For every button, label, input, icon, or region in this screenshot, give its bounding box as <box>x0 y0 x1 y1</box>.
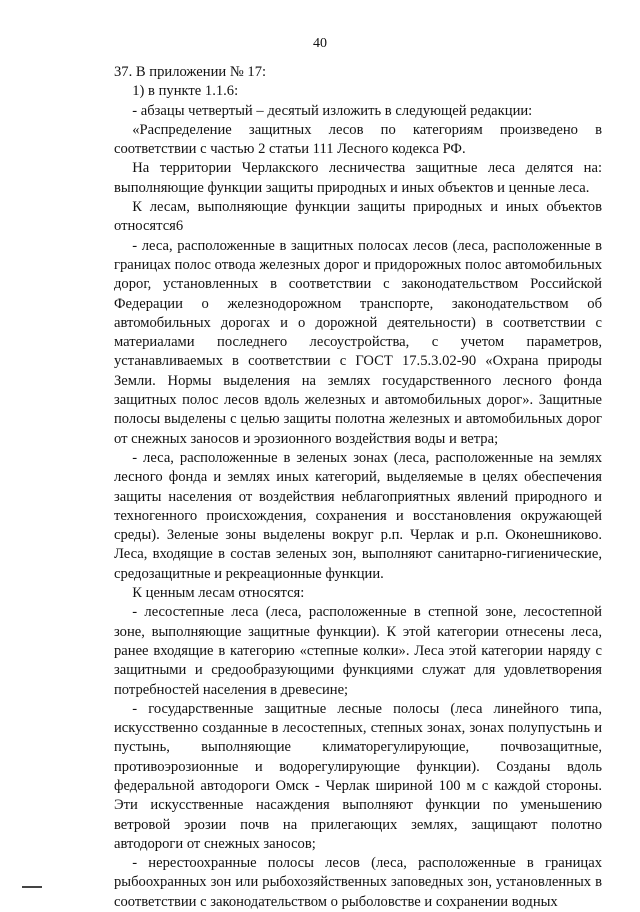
paragraph-forest-steppe: - лесостепные леса (леса, расположенные в степной зоне, лесостепной зоне, выполняющие защитные функции). К этой категории отнесены леса, ранее входящие в категорию «степные колки». Леса этой категории наряду с защитными и средообразующими функциями служат для удовлетворения потребностей населения в древесине; <box>114 604 602 698</box>
scan-mark <box>22 886 42 888</box>
paragraph-protective-forests: К лесам, выполняющие функции защиты природных и иных объектов относятся6 <box>114 199 602 235</box>
paragraph-distribution: «Распределение защитных лесов по категориям произведено в соответствии с частью 2 статьи 111 Лесного кодекса РФ. <box>114 121 602 158</box>
paragraph-subpoint: 1) в пункте 1.1.6: <box>132 83 239 100</box>
paragraph-territory: На территории Черлакского лесничества защитные леса делятся на: выполняющие функции защиты природных и иных объектов и ценные леса. <box>114 160 602 196</box>
paragraph-amendment-heading: 37. В приложении № 17: <box>114 64 267 80</box>
document-body <box>114 63 602 912</box>
paragraph-valuable-forests: К ценным лесам относятся: <box>132 585 305 602</box>
paragraph-instruction: - абзацы четвертый – десятый изложить в следующей редакции: <box>132 102 533 119</box>
paragraph-state-shelterbelts: - государственные защитные лесные полосы (леса линейного типа, искусственно созданные в лесостепных, степных зонах, зонах полупустынь и пустынь, выполняющие климаторегулирующие, почвозащитные, противоэрозионные и водорегулирующие функции). Созданы вдоль федеральной автодороги Омск - Черлак шириной 100 м с каждой стороны. Эти искусственные насаждения выполняют функции по уменьшению ветровой эрозии почв на прилегающих землях, защищают полотно автодороги от снежных заносов; <box>114 700 602 852</box>
paragraph-protective-strips: - леса, расположенные в защитных полосах лесов (леса, расположенные в границах полос отвода железных дорог и придорожных полос автомобильных дорог, установленных в соответствии с законодательством Российской Федерации о железнодорожном транспорте, законодательством об автомобильных дорогах и о дорожной деятельности) в соответствии с материалами последнего лесоустройства, с учетом параметров, устанавливаемых в соответствии с ГОСТ 17.5.3.02-90 «Охрана природы Земли. Нормы выделения на землях государственного лесного фонда защитных полос лесов вдоль железных и автомобильных дорог». Защитные полосы выделены с целью защиты полотна железных и автомобильных дорог от снежных заносов и эрозионного воздействия воды и ветра; <box>114 237 602 447</box>
paragraph-spawning-protection: - нерестоохранные полосы лесов (леса, расположенные в границах рыбоохранных зон или рыбохозяйственных заповедных зон, установленных в соответствии с законодательством о рыболовстве и сохранении водных <box>114 855 602 910</box>
page-number: 40 <box>313 36 327 51</box>
paragraph-green-zones: - леса, расположенные в зеленых зонах (леса, расположенные на землях лесного фонда и землях иных категорий, выделяемые в целях обеспечения защиты населения от воздействия неблагоприятных явлений природного и техногенного происхождения, сохранения и восстановления окружающей среды). Зеленые зоны выделены вокруг р.п. Черлак и р.п. Оконешниково. Леса, входящие в состав зеленых зон, выполняют санитарно-гигиенические, средозащитные и рекреационные функции. <box>114 449 602 582</box>
